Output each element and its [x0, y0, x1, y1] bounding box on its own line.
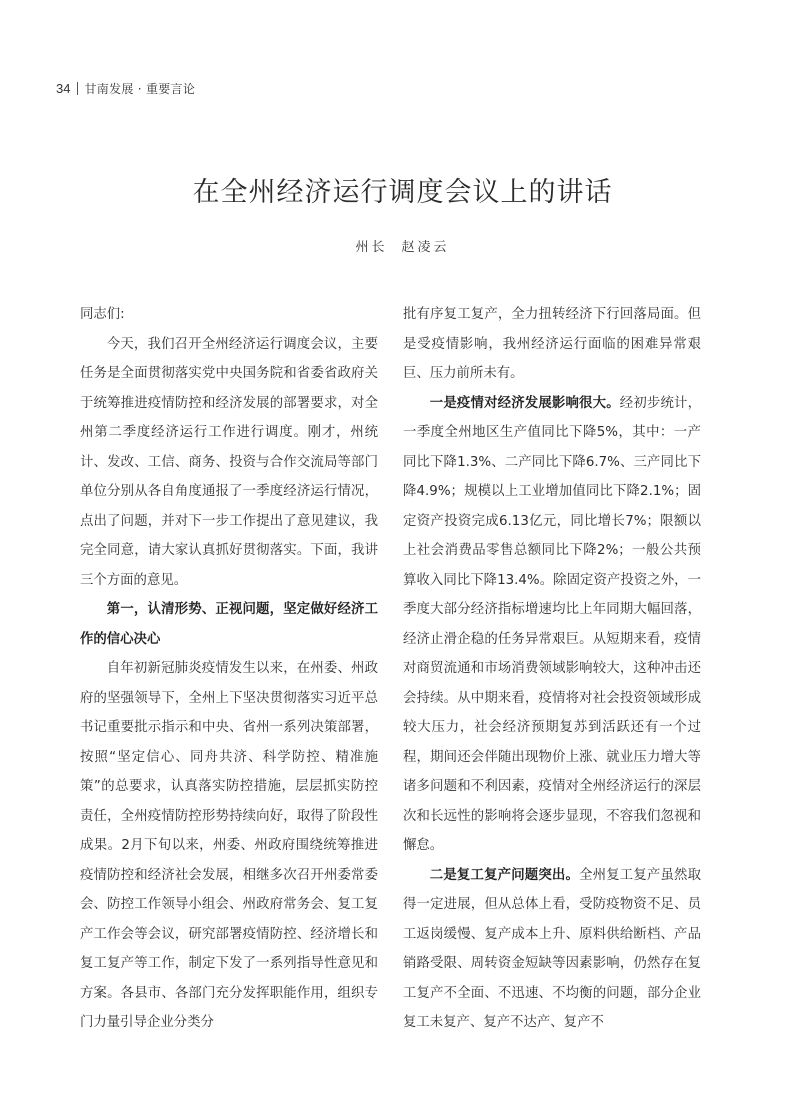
paragraph: [403, 861, 701, 1038]
author-name: 赵凌云: [401, 240, 450, 255]
author-role: 州长: [355, 240, 388, 255]
paragraph-lead: 一是疫情对经济发展影响很大。: [429, 395, 620, 411]
page-number: 34: [56, 80, 71, 96]
paragraph: [403, 389, 701, 861]
article-title: 在全州经济运行调度会议上的讲话: [192, 177, 613, 208]
paragraph: 今天，我们召开全州经济运行调度会议，主要任务是全面贯彻落实党中央国务院和省委省政府关于统筹推进疫情防控和经济发展的部署要求，对全州第二季度经济运行工作进行调度。刚才，州统计、发改、工信、商务、投资与合作交流局等部门单位分别从各自角度通报了一季度经济运行情况，点出了问题，并对下一步工作提出了意见建议，我完全同意，请大家认真抓好贯彻落实。下面，我讲三个方面的意见。: [80, 336, 378, 588]
page-header: [56, 79, 195, 97]
left-column: [80, 300, 378, 1038]
right-column: [403, 300, 701, 1038]
paragraph-text: 经初步统计，一季度全州地区生产值同比下降5%，其中：一产同比下降1.3%、二产同比下降6.7%、三产同比下降4.9%；规模以上工业增加值同比下降2.1%；固定资产投资完成6.13亿元，同比增长7%；限额以上社会消费品零售总额同比下降2%；一般公共预算收入同比下降13.4%。除固定资产投资之外，一季度大部分经济指标增速均比上年同期大幅回落，经济止滑企稳的任务异常艰巨。从短期来看，疫情对商贸流通和市场消费领域影响较大，这种冲击还会持续。从中期来看，疫情将对社会投资领域形成较大压力，社会经济预期复苏到活跃还有一个过程，期间还会伴随出现物价上涨、就业压力增大等诸多问题和不利因素，疫情对全州经济运行的深层次和长远性的影响将会逐步显现，不容我们忽视和懈怠。: [403, 395, 702, 853]
salutation: 同志们:: [80, 307, 125, 322]
section-heading: 第一，认清形势、正视问题，坚定做好经济工作的信心决心: [80, 602, 378, 647]
paragraph-text: 全州复工复产虽然取得一定进展，但从总体上看，受防疫物资不足、员工返岗缓慢、复产成本上升、原料供给断档、产品销路受限、周转资金短缺等因素影响，仍然存在复工复产不全面、不迅速、不均衡的问题，部分企业复工未复产、复产不达产、复产不: [403, 867, 702, 1030]
header-divider: [77, 82, 78, 95]
section-label: 甘南发展 · 重要言论: [84, 81, 196, 96]
paragraph-lead: 二是复工复产问题突出。: [429, 867, 580, 883]
paragraph: 批有序复工复产，全力扭转经济下行回落局面。但是受疫情影响，我州经济运行面临的困难异常艰巨、压力前所未有。: [403, 307, 701, 381]
byline: [0, 236, 805, 255]
paragraph: 自年初新冠肺炎疫情发生以来，在州委、州政府的坚强领导下，全州上下坚决贯彻落实习近平总书记重要批示指示和中央、省州一系列决策部署，按照“坚定信心、同舟共济、科学防控、精准施策”的总要求，认真落实防控措施，层层抓实防控责任，全州疫情防控形势持续向好，取得了阶段性成果。2月下旬以来，州委、州政府围绕统筹推进疫情防控和经济社会发展，相继多次召开州委常委会、防控工作领导小组会、州政府常务会、复工复产工作会等会议，研究部署疫情防控、经济增长和复工复产等工作，制定下发了一系列指导性意见和方案。各县市、各部门充分发挥职能作用，组织专门力量引导企业分类分: [80, 661, 378, 1030]
